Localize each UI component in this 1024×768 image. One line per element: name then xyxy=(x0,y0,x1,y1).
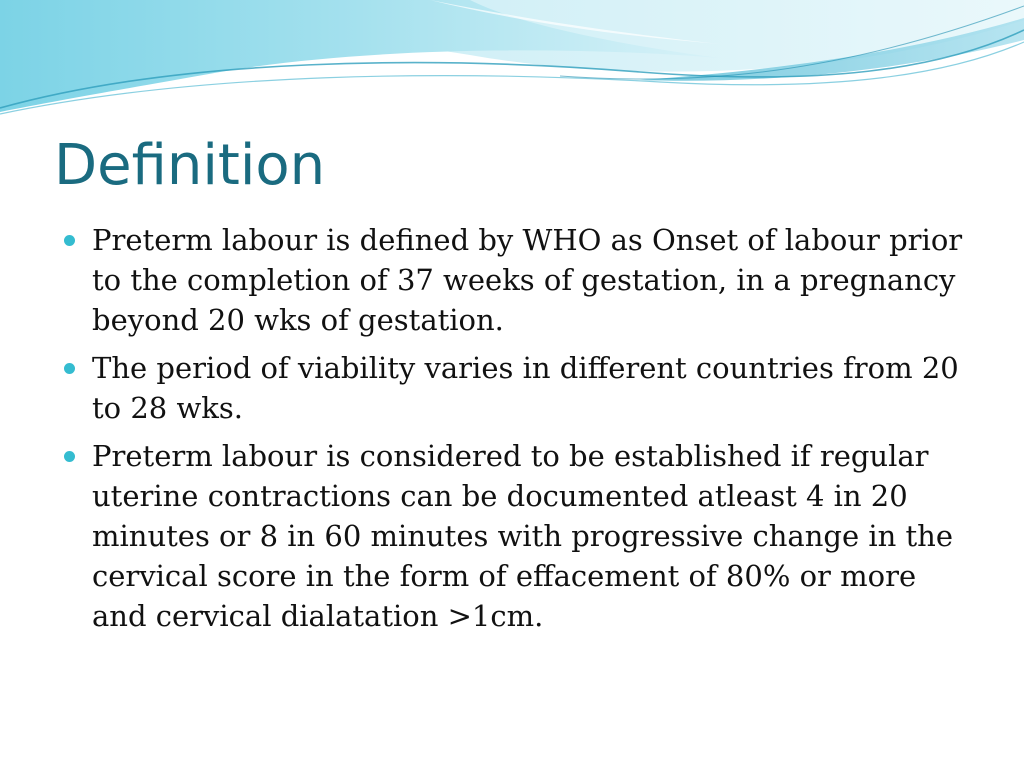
bullet-item xyxy=(64,348,964,428)
bullet-item xyxy=(64,220,964,340)
wave-header-decoration xyxy=(0,0,1024,130)
slide-title: Definition xyxy=(54,133,326,198)
bullet-dot-icon xyxy=(64,235,75,246)
bullet-list xyxy=(64,220,964,644)
bullet-dot-icon xyxy=(64,363,75,374)
bullet-text: Preterm labour is defined by WHO as Onset of labour prior to the completion of 37 weeks of gestation, in a pregnancy beyond 20 wks of gestation. xyxy=(92,223,963,337)
bullet-text: Preterm labour is considered to be established if regular uterine contractions can be documented atleast 4 in 20 minutes or 8 in 60 minutes with progressive change in the cervical score in the form of effacement of 80% or more and cervical dialatation >1cm. xyxy=(92,439,954,633)
bullet-dot-icon xyxy=(64,451,75,462)
bullet-item xyxy=(64,436,964,636)
bullet-text: The period of viability varies in different countries from 20 to 28 wks. xyxy=(92,351,959,425)
